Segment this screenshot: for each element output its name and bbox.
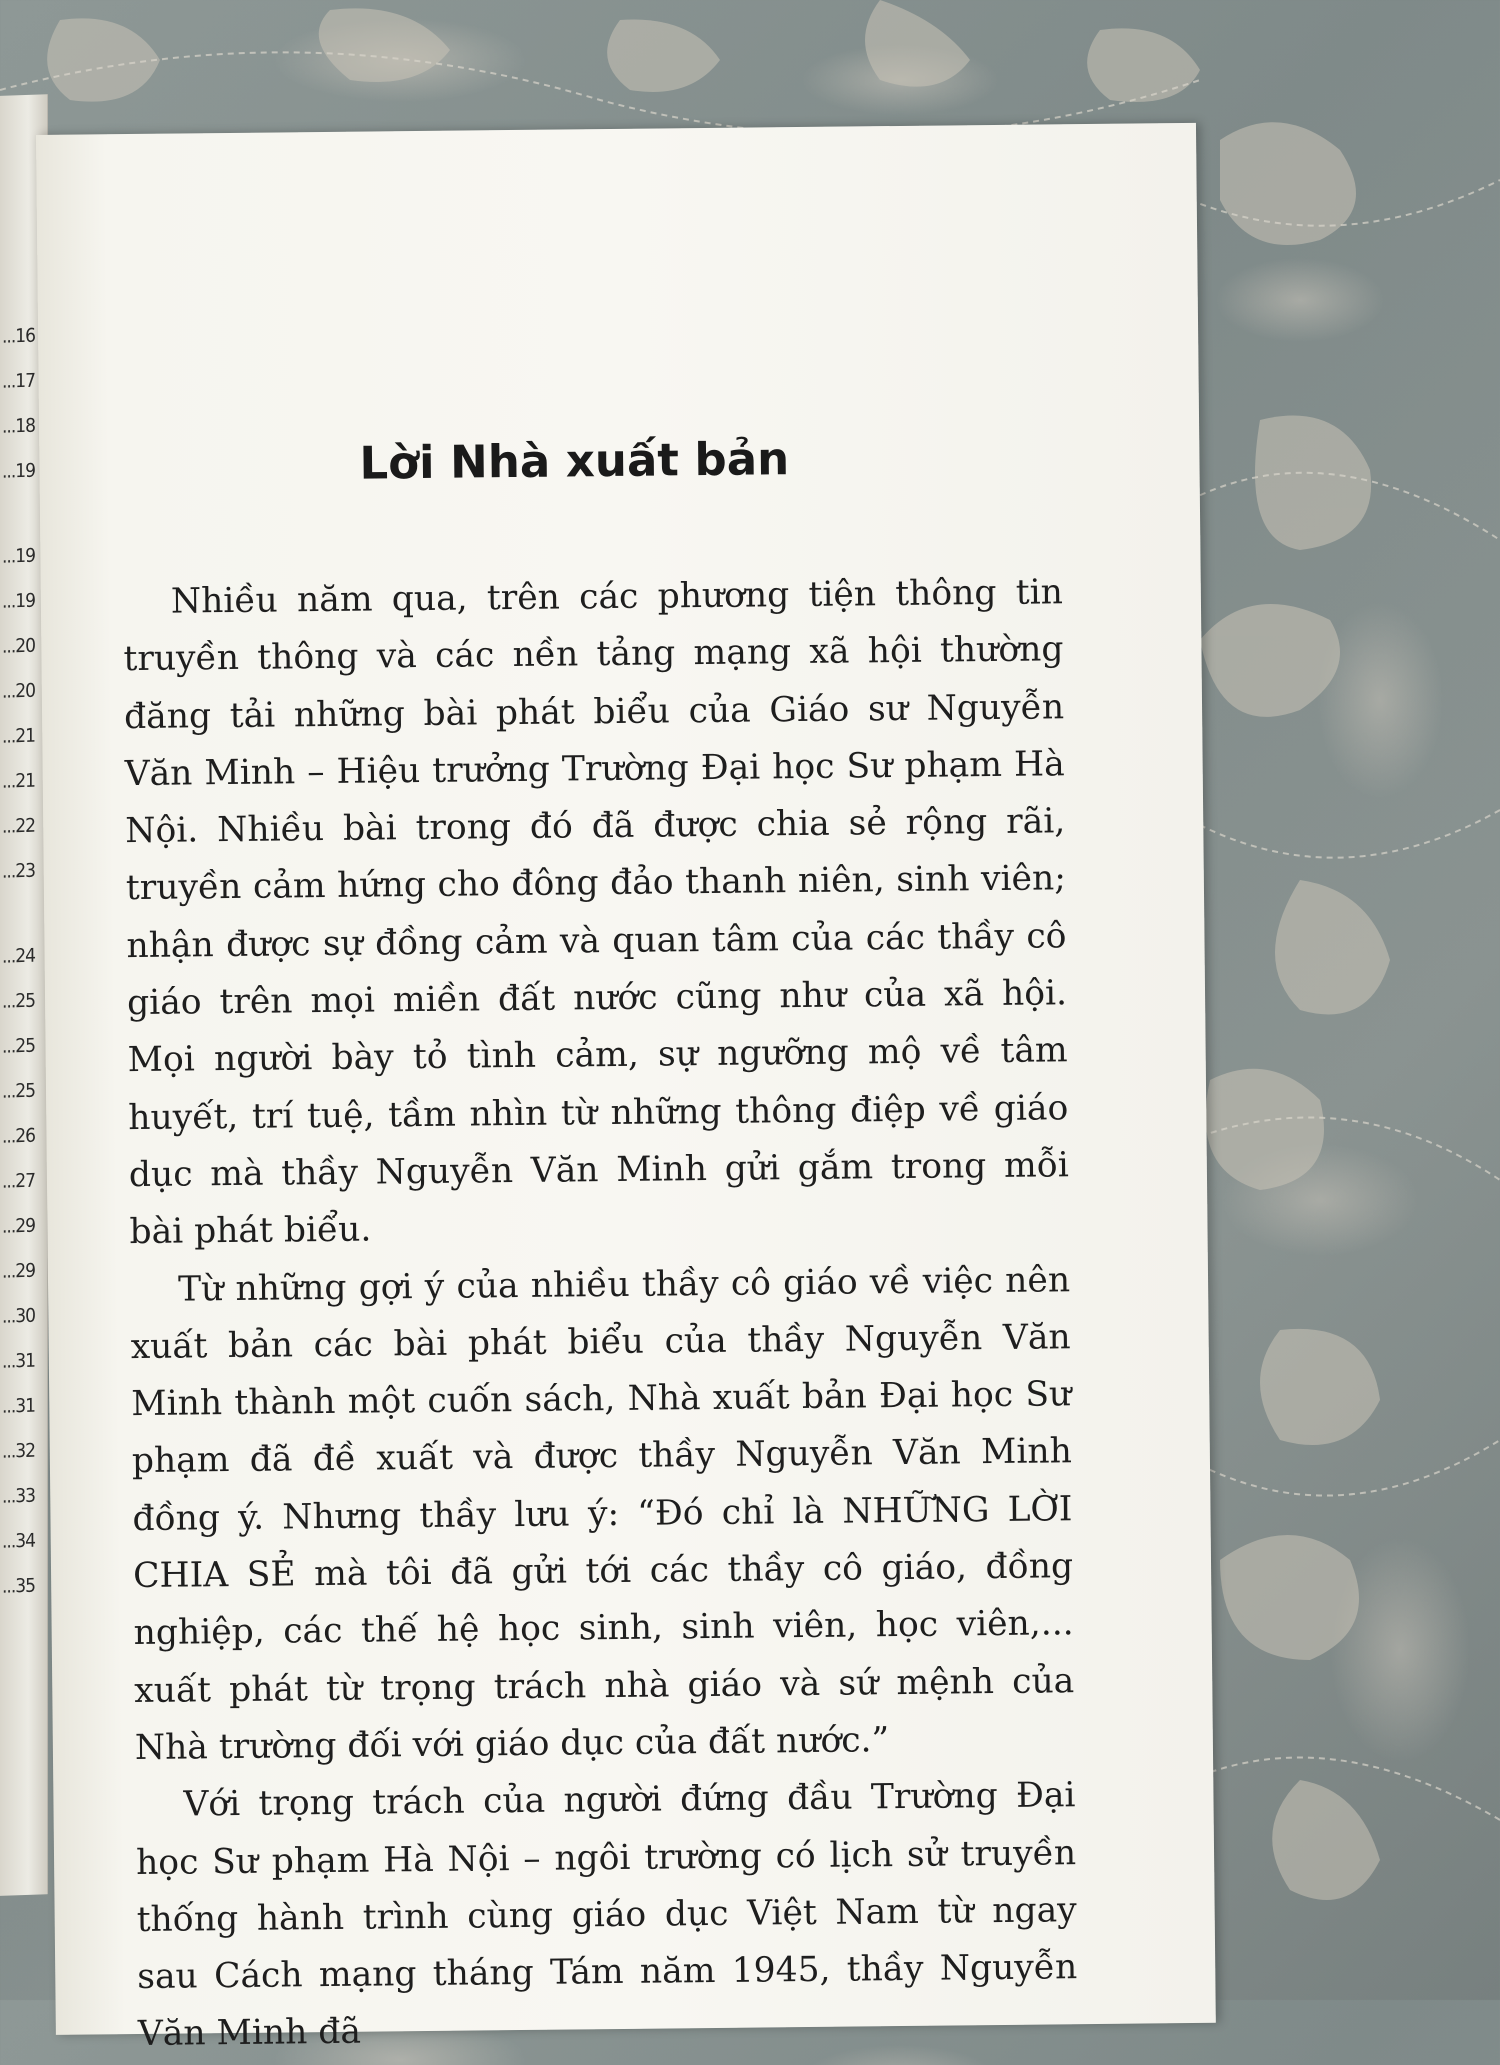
toc-page-number: ...29	[2, 1214, 36, 1238]
toc-page-number: ...31	[2, 1349, 36, 1373]
toc-page-number: ...20	[2, 679, 36, 703]
toc-page-number: ...29	[2, 1259, 36, 1283]
toc-page-number: ...18	[2, 414, 36, 438]
toc-page-number: ...30	[2, 1304, 36, 1328]
page-title: Lời Nhà xuất bản	[359, 432, 790, 490]
toc-page-number: ...20	[2, 634, 36, 658]
toc-page-number: ...19	[2, 544, 36, 568]
toc-page-number: ...19	[2, 589, 36, 613]
toc-page-number: ...19	[2, 459, 36, 483]
toc-page-number: ...32	[2, 1439, 36, 1463]
toc-page-number: ...22	[2, 814, 36, 838]
book-page	[36, 123, 1216, 2055]
toc-page-number: ...33	[2, 1484, 36, 1508]
paragraph: Với trọng trách của người đứng đầu Trường Đại học Sư phạm Hà Nội – ngôi trường có lịch sử truyền thống hành trình cùng giáo dục Việt Nam từ ngay sau Cách mạng tháng Tám năm 1945, thầy Nguyễn Văn Minh đã	[135, 1775, 1078, 2055]
toc-page-number: ...25	[2, 989, 36, 1013]
toc-page-number: ...21	[2, 769, 36, 793]
toc-page-number: ...25	[2, 1034, 36, 1058]
toc-page-number: ...31	[2, 1394, 36, 1418]
table-of-contents-page-numbers	[0, 324, 40, 1598]
paragraph: Từ những gợi ý của nhiều thầy cô giáo về việc nên xuất bản các bài phát biểu của thầy Nguyễn Văn Minh thành một cuốn sách, Nhà xuất bản Đại học Sư phạm đã đề xuất và được thầy Nguyễn Văn Minh đồng ý. Nhưng thầy lưu ý: “Đó chỉ là NHỮNG LỜI CHIA SẺ mà tôi đã gửi tới các thầy cô giáo, đồng nghiệp, các thế hệ học sinh, sinh viên, học viên,... xuất phát từ trọng trách nhà giáo và sứ mệnh của Nhà trường đối với giáo dục của đất nước.”	[130, 1259, 1075, 1768]
toc-page-number: ...17	[2, 369, 36, 393]
toc-page-number: ...27	[2, 1169, 36, 1193]
toc-page-number: ...26	[2, 1124, 36, 1148]
toc-page-number: ...34	[2, 1529, 36, 1553]
toc-page-number: ...23	[2, 859, 36, 883]
paragraph: Nhiều năm qua, trên các phương tiện thông tin truyền thông và các nền tảng mạng xã hội thường đăng tải những bài phát biểu của Giáo sư Nguyễn Văn Minh – Hiệu trưởng Trường Đại học Sư phạm Hà Nội. Nhiều bài trong đó đã được chia sẻ rộng rãi, truyền cảm hứng cho đông đảo thanh niên, sinh viên; nhận được sự đồng cảm và quan tâm của các thầy cô giáo trên mọi miền đất nước cũng như của xã hội. Mọi người bày tỏ tình cảm, sự ngưỡng mộ về tâm huyết, trí tuệ, tầm nhìn từ những thông điệp về giáo dục mà thầy Nguyễn Văn Minh gửi gắm trong mỗi bài phát biểu.	[123, 572, 1070, 1253]
toc-page-number: ...25	[2, 1079, 36, 1103]
toc-page-number: ...16	[2, 324, 36, 348]
toc-page-number: ...35	[2, 1574, 36, 1598]
body-text	[123, 564, 1079, 2063]
toc-page-number: ...24	[2, 944, 36, 968]
toc-page-number: ...21	[2, 724, 36, 748]
